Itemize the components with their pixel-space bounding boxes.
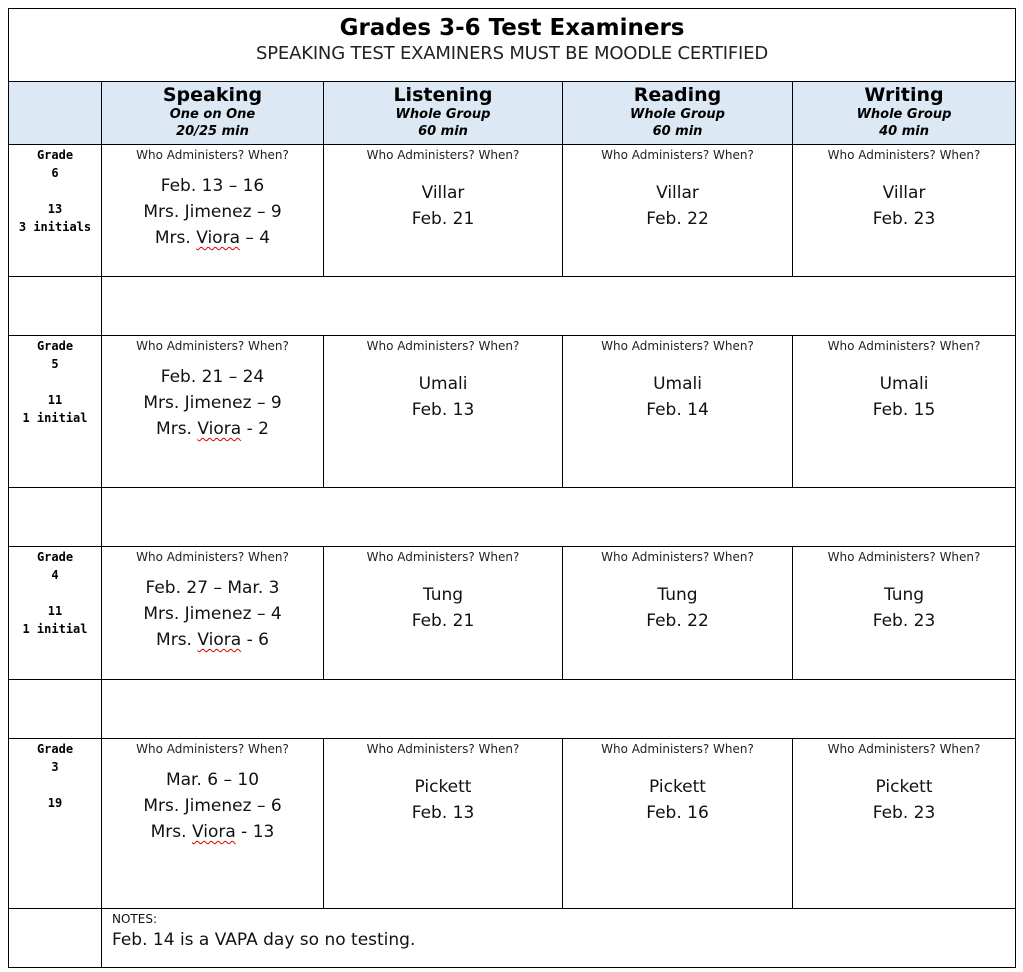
column-name: Reading (633, 84, 722, 106)
speaking-dates: Mar. 6 – 10 (165, 770, 260, 790)
speaking-examiner-2: Mrs. Viora - 13 (150, 822, 275, 842)
test-date: Feb. 22 (646, 611, 709, 631)
spacer-row (9, 680, 1016, 739)
speaking-examiner-1: Mrs. Jimenez – 4 (143, 604, 282, 624)
examiner-name: Tung (883, 585, 925, 605)
examiner-name: Umali (879, 374, 929, 394)
column-header-writing (793, 82, 1016, 145)
who-label: Who Administers? When? (366, 339, 520, 353)
spellcheck-word: Viora (191, 822, 236, 842)
speaking-dates: Feb. 13 – 16 (160, 176, 265, 196)
grade-label: Grade (36, 742, 74, 756)
grade-label: Grade (36, 148, 74, 162)
reading-cell (563, 547, 793, 680)
who-label: Who Administers? When? (827, 742, 981, 756)
column-time: 60 min (652, 124, 703, 139)
grade-row (9, 145, 1016, 277)
speaking-examiner-2: Mrs. Viora - 2 (156, 419, 269, 439)
test-date: Feb. 23 (872, 209, 936, 229)
who-label: Who Administers? When? (601, 339, 754, 353)
notes-cell (102, 909, 1016, 968)
notes-row (9, 909, 1016, 968)
column-header-speaking (102, 82, 324, 145)
writing-cell (793, 739, 1016, 909)
grade-label-cell (9, 336, 102, 488)
grade-number: 6 (51, 166, 59, 180)
notes-label: NOTES: (112, 912, 157, 926)
who-label: Who Administers? When? (136, 148, 289, 162)
title-cell (9, 9, 1016, 82)
grade-row (9, 739, 1016, 909)
column-mode: One on One (169, 107, 256, 122)
test-date: Feb. 23 (872, 611, 936, 631)
reading-cell (563, 739, 793, 909)
speaking-cell (102, 336, 324, 488)
reading-cell (563, 145, 793, 277)
who-label: Who Administers? When? (366, 550, 520, 564)
grade-label-cell (9, 739, 102, 909)
grade-label-cell (9, 547, 102, 680)
who-label: Who Administers? When? (136, 339, 289, 353)
column-name: Writing (864, 84, 944, 106)
examiner-name: Tung (657, 585, 698, 605)
speaking-dates: Feb. 21 – 24 (160, 367, 265, 387)
writing-cell (793, 336, 1016, 488)
test-date: Feb. 13 (411, 400, 475, 420)
who-label: Who Administers? When? (601, 742, 754, 756)
grade-number: 5 (51, 357, 59, 371)
examiner-name: Pickett (414, 777, 472, 797)
header-corner-cell (9, 82, 102, 145)
test-date: Feb. 16 (646, 803, 709, 823)
speaking-examiner-1: Mrs. Jimenez – 9 (143, 393, 282, 413)
who-label: Who Administers? When? (827, 148, 981, 162)
who-label: Who Administers? When? (136, 742, 289, 756)
column-mode: Whole Group (395, 107, 491, 122)
listening-cell (324, 547, 563, 680)
page-title: Grades 3-6 Test Examiners (339, 15, 685, 41)
test-date: Feb. 23 (872, 803, 936, 823)
speaking-dates: Feb. 27 – Mar. 3 (145, 578, 280, 598)
grade-label: Grade (36, 339, 74, 353)
speaking-cell (102, 145, 324, 277)
column-name: Speaking (162, 84, 263, 106)
column-mode: Whole Group (630, 107, 725, 122)
examiner-name: Villar (656, 183, 699, 203)
grade-row (9, 336, 1016, 488)
spacer-row (9, 488, 1016, 547)
who-label: Who Administers? When? (366, 742, 520, 756)
who-label: Who Administers? When? (601, 148, 754, 162)
writing-cell (793, 145, 1016, 277)
student-count: 11 (47, 393, 63, 407)
listening-cell (324, 739, 563, 909)
speaking-examiner-1: Mrs. Jimenez – 9 (143, 202, 282, 222)
speaking-examiner-1: Mrs. Jimenez – 6 (143, 796, 282, 816)
examiner-name: Villar (421, 183, 465, 203)
test-date: Feb. 15 (872, 400, 936, 420)
speaking-cell (102, 547, 324, 680)
initials-count: 1 initial (22, 622, 88, 636)
spellcheck-word: Viora (196, 228, 240, 248)
spacer-row (9, 277, 1016, 336)
who-label: Who Administers? When? (136, 550, 289, 564)
column-time: 60 min (418, 124, 468, 139)
test-date: Feb. 21 (411, 611, 475, 631)
speaking-examiner-2: Mrs. Viora – 4 (154, 228, 271, 248)
who-label: Who Administers? When? (827, 550, 981, 564)
examiner-schedule-table (8, 8, 1016, 968)
examiner-name: Pickett (875, 777, 933, 797)
student-count: 19 (47, 796, 63, 810)
writing-cell (793, 547, 1016, 680)
grade-number: 3 (51, 760, 59, 774)
column-name: Listening (393, 84, 493, 106)
who-label: Who Administers? When? (366, 148, 520, 162)
column-mode: Whole Group (856, 107, 952, 122)
examiner-name: Villar (882, 183, 926, 203)
column-header-reading (563, 82, 793, 145)
grade-label-cell (9, 145, 102, 277)
who-label: Who Administers? When? (601, 550, 754, 564)
examiner-name: Umali (418, 374, 468, 394)
test-date: Feb. 21 (411, 209, 475, 229)
column-time: 40 min (879, 124, 929, 139)
examiner-name: Pickett (649, 777, 706, 797)
column-time: 20/25 min (176, 124, 249, 139)
student-count: 13 (47, 202, 63, 216)
test-date: Feb. 22 (646, 209, 709, 229)
listening-cell (324, 145, 563, 277)
listening-cell (324, 336, 563, 488)
examiner-name: Umali (653, 374, 702, 394)
grade-number: 4 (51, 568, 59, 582)
initials-count: 3 initials (18, 220, 92, 234)
page-subtitle: SPEAKING TEST EXAMINERS MUST BE MOODLE CERTIFIED (256, 43, 768, 64)
spellcheck-word: Viora (197, 630, 242, 650)
grade-row (9, 547, 1016, 680)
spellcheck-word: Viora (197, 419, 242, 439)
test-date: Feb. 14 (646, 400, 709, 420)
speaking-examiner-2: Mrs. Viora - 6 (156, 630, 269, 650)
grade-label: Grade (36, 550, 74, 564)
test-date: Feb. 13 (411, 803, 475, 823)
who-label: Who Administers? When? (827, 339, 981, 353)
column-header-listening (324, 82, 563, 145)
initials-count: 1 initial (22, 411, 88, 425)
student-count: 11 (47, 604, 63, 618)
speaking-cell (102, 739, 324, 909)
notes-text: Feb. 14 is a VAPA day so no testing. (112, 930, 416, 950)
reading-cell (563, 336, 793, 488)
examiner-name: Tung (422, 585, 464, 605)
